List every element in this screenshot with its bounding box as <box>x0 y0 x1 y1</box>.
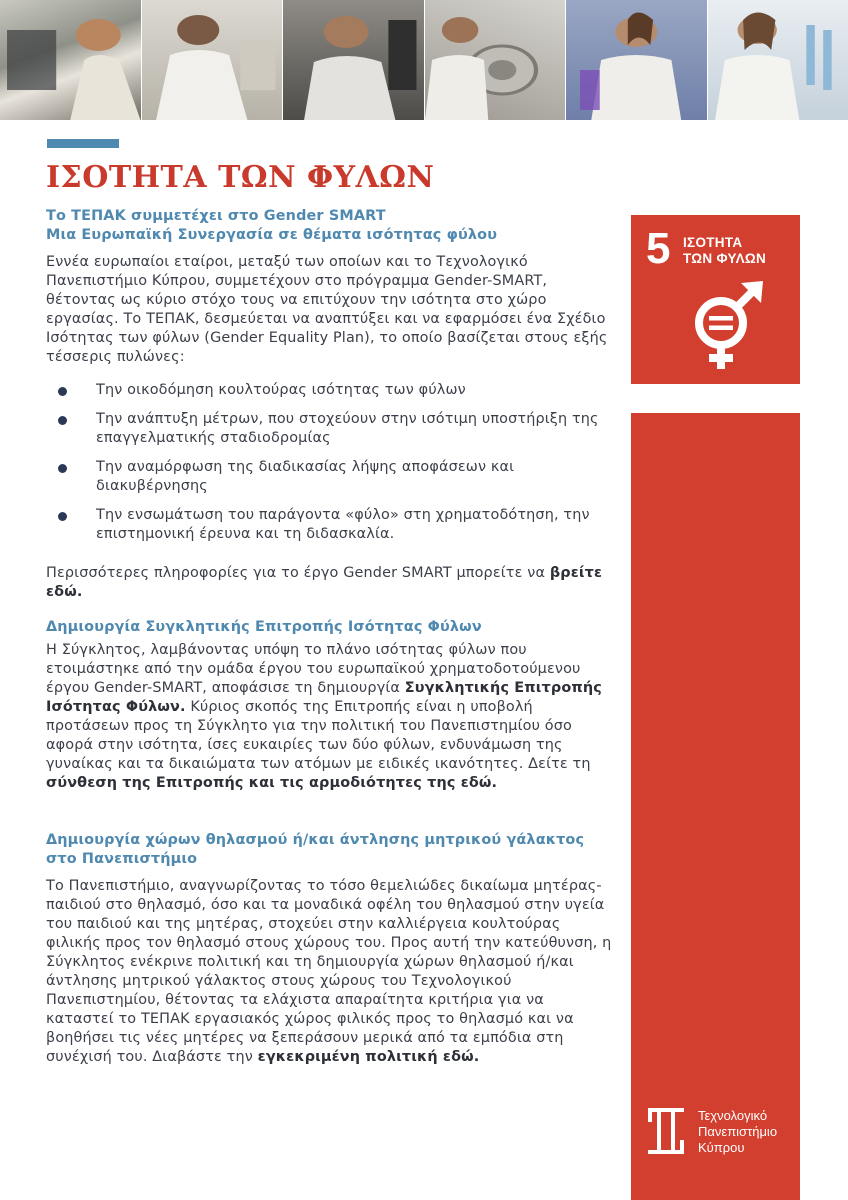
sdg-label-line1: ΙΣΟΤΗΤΑ <box>683 235 743 250</box>
page-title: ΙΣΟΤΗΤΑ ΤΩΝ ΦΥΛΩΝ <box>46 160 435 195</box>
section2-body <box>46 641 616 793</box>
section3-body <box>46 877 616 1067</box>
lab-photo-equipment <box>425 0 567 120</box>
lab-photo-microscope <box>0 0 142 120</box>
section1-heading <box>46 207 616 245</box>
more-info-paragraph <box>46 564 616 602</box>
logo-line2: Πανεπιστήμιο <box>698 1124 778 1139</box>
pillar-text: Την ανάπτυξη μέτρων, που στοχεύουν στην ισότιμη υποστήριξη της επαγγελματικής σταδιοδρομίας <box>96 411 599 446</box>
pillar-text: Την αναμόρφωση της διαδικασίας λήψης αποφάσεων και διακυβέρνησης <box>96 459 515 494</box>
logo-line3: Κύπρου <box>698 1140 745 1155</box>
section3-heading-line1: Δημιουργία χώρων θηλασμού ή/και άντλησης μητρικού γάλακτος <box>46 832 585 848</box>
bullet-icon <box>58 387 67 396</box>
list-item <box>46 458 616 496</box>
more-info-text: Περισσότερες πληροφορίες για το έργο Gender SMART μπορείτε να <box>46 565 546 581</box>
section1-heading-line1: Το ΤΕΠΑΚ συμμετέχει στο Gender SMART <box>46 208 386 224</box>
section3-heading-line2: στο Πανεπιστήμιο <box>46 851 198 867</box>
section1-heading-line2: Μια Ευρωπαϊκή Συνεργασία σε θέματα ισότητας φύλου <box>46 227 498 243</box>
list-item <box>46 381 616 400</box>
section1-body: Εννέα ευρωπαίοι εταίροι, μεταξύ των οποίων και το Τεχνολογικό Πανεπιστήμιο Κύπρου, συμμετέχουν στο πρόγραμμα Gender-SMART, θέτοντας ως κύριο στόχο τους να επιτύχουν την ισότητα στο χώρο εργασίας. Το ΤΕΠΑΚ, δεσμεύεται να αναπτύξει και να εφαρμόσει ένα Σχέδιο Ισότητας των φύλων (Gender Equality Plan), το οποίο βασίζεται στους εξής τέσσερις πυλώνες: <box>46 254 608 365</box>
list-item <box>46 506 616 544</box>
section2-body-part2: Κύριος σκοπός της Επιτροπής είναι η υποβολή προτάσεων προς τη Σύγκλητο για την πολιτική του Πανεπιστημίου όσο αφορά στην ισότητα, ίσες ευκαιρίες των δύο φύλων, ενδυνάμωση της γυναίκας και τα δικαιώματα των ατόμων με ειδικές ικανότητες. Δείτε τη <box>46 699 591 772</box>
pillar-text: Την ενσωμάτωση του παράγοντα «φύλο» στη χρηματοδότηση, την επιστημονική έρευνα και τη διδασκαλία. <box>96 507 590 542</box>
bullet-icon <box>58 464 67 473</box>
committee-name: Συγκλητικής Επιτροπής Ισότητας Φύλων. <box>46 680 602 715</box>
side-column <box>631 413 800 1200</box>
sdg-label <box>683 235 766 267</box>
lab-photo-woman-pipette <box>566 0 708 120</box>
section3-body-text: Το Πανεπιστήμιο, αναγνωρίζοντας το τόσο θεμελιώδες δικαίωμα μητέρας-παιδιού στο θηλασμό, όσο και τα μοναδικά οφέλη του θηλασμού στην υγεία του παιδιού και της μητέρας, στοχεύει στην καλλιέργεια κουλτούρας φιλικής προς τον θηλασμό στους χώρους του. Προς αυτή την κατεύθυνση, η Σύγκλητος ενέκρινε πολιτική και τη δημιουργία χώρων θηλασμού ή/και άντλησης μητρικού γάλακτος στους χώρους του Τεχνολογικού Πανεπιστημίου, θέτοντας τα ελάχιστα απαραίτητα κριτήρια για να καταστεί το ΤΕΠΑΚ εργασιακός χώρος φιλικός προς το θηλασμό και να βοηθήσει τις νέες μητέρες να ξεπεράσουν μερικά από τα εμπόδια στη συνέχισή του. Διαβάστε την <box>46 878 612 1065</box>
gender-smart-link[interactable]: βρείτε εδώ. <box>46 565 603 600</box>
lab-photo-woman-samples <box>708 0 848 120</box>
section2-body-part1: Η Σύγκλητος, λαμβάνοντας υπόψη το πλάνο ισότητας φύλων που ετοιμάστηκε από την ομάδα έργου του ευρωπαϊκού χρηματοδοτούμενου έργου Gender-SMART, αποφάσισε τη δημιουργία <box>46 642 581 696</box>
title-accent-bar <box>47 139 119 148</box>
sdg5-badge <box>631 215 800 384</box>
bullet-icon <box>58 512 67 521</box>
gender-equality-icon <box>681 277 771 377</box>
pillar-text: Την οικοδόμηση κουλτούρας ισότητας των φύλων <box>96 382 466 398</box>
logo-line1: Τεχνολογικό <box>698 1108 768 1123</box>
section2-heading: Δημιουργία Συγκλητικής Επιτροπής Ισότητας Φύλων <box>46 619 482 635</box>
logo-text <box>698 1108 777 1156</box>
university-logo <box>648 1108 777 1156</box>
policy-link[interactable]: εγκεκριμένη πολιτική εδώ. <box>257 1049 480 1065</box>
main-content <box>46 207 616 1067</box>
sdg-label-line2: ΤΩΝ ΦΥΛΩΝ <box>683 251 767 266</box>
photo-banner <box>0 0 848 120</box>
lab-photo-researcher <box>142 0 284 120</box>
bullet-icon <box>58 416 67 425</box>
committee-link[interactable]: σύνθεση της Επιτροπής και τις αρμοδιότητες της εδώ. <box>46 775 498 791</box>
section3-heading <box>46 831 616 869</box>
list-item <box>46 410 616 448</box>
lab-photo-young-man <box>283 0 425 120</box>
sdg-number: 5 <box>646 224 671 273</box>
tepak-logo-icon <box>648 1108 684 1154</box>
pillars-list <box>46 381 616 544</box>
